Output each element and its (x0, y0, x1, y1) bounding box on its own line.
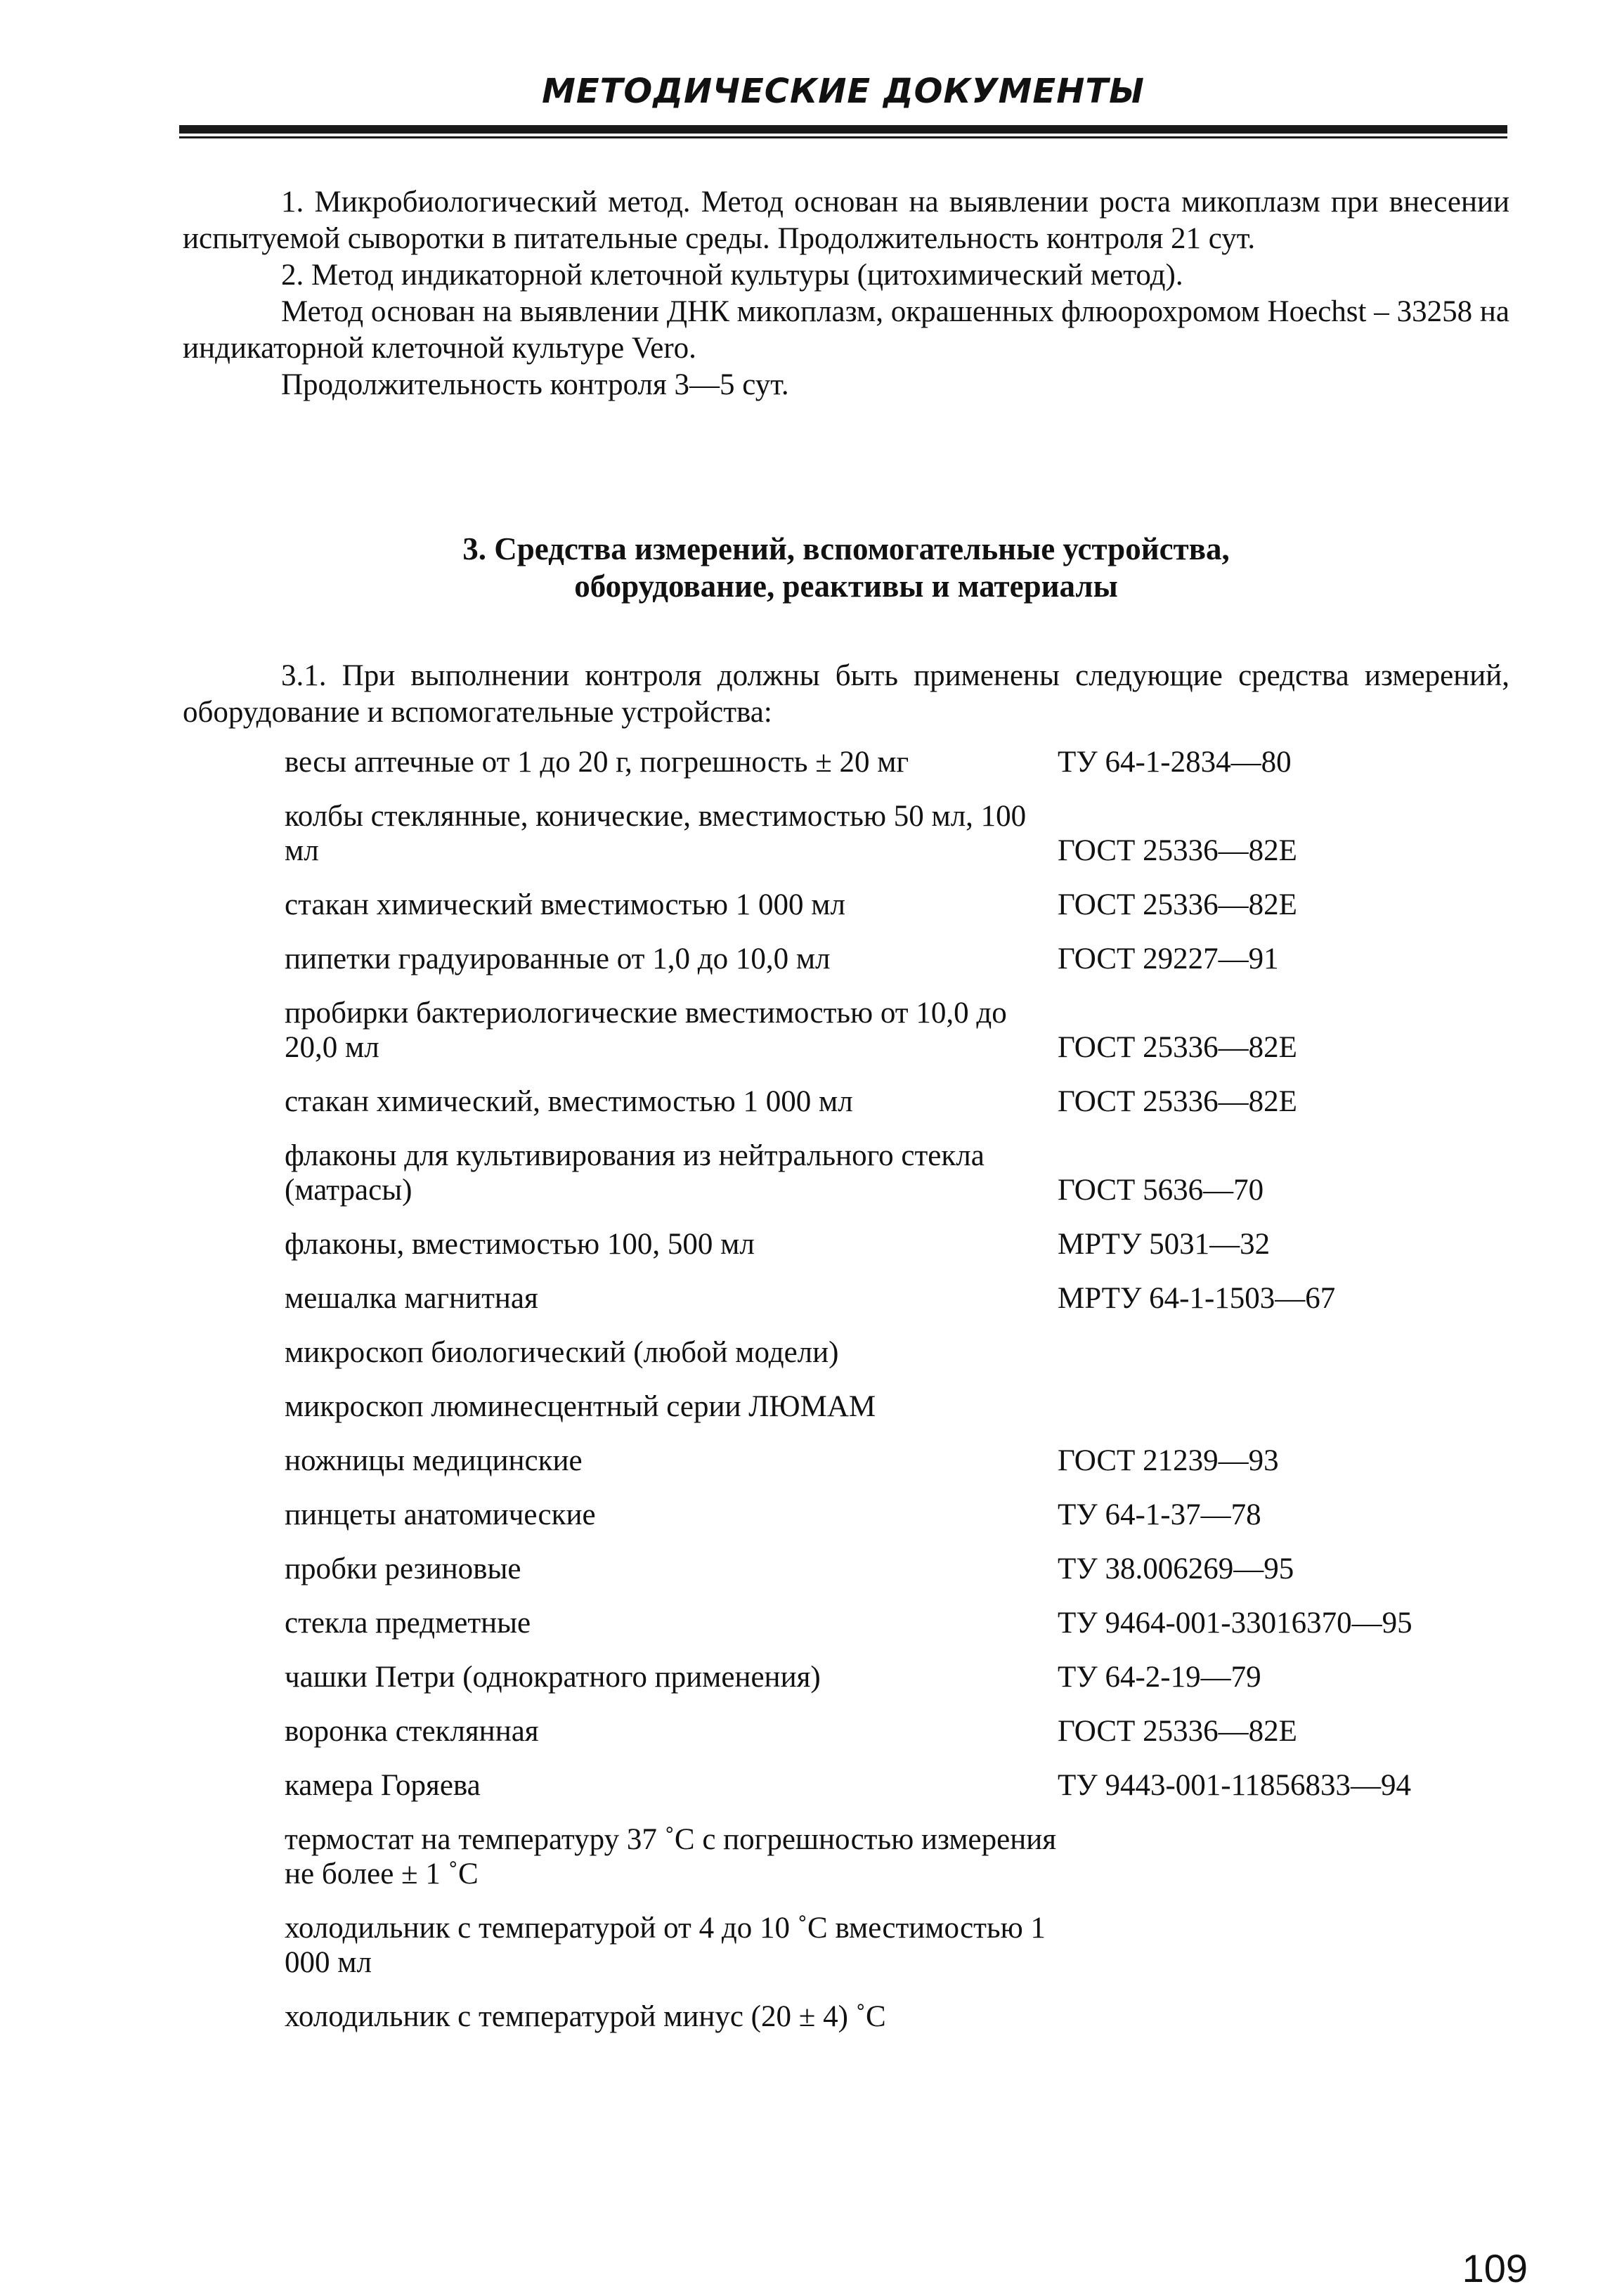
equipment-standard: ТУ 64-2-19—79 (1058, 1661, 1261, 1694)
equipment-row (285, 1660, 1521, 1694)
equipment-name: стакан химический, вместимостью 1 000 мл (285, 1085, 853, 1118)
equipment-row (285, 1335, 1521, 1370)
equipment-row (285, 1999, 1521, 2034)
equipment-standard: ГОСТ 29227—91 (1058, 942, 1279, 975)
page-header (179, 63, 1507, 148)
equipment-name: холодильник с температурой от 4 до 10 ˚С вместимостью 1 000 мл (285, 1912, 1046, 1979)
equipment-standard: ТУ 9464-001-33016370—95 (1058, 1607, 1412, 1640)
equipment-row (285, 1911, 1521, 1980)
equipment-standard: ГОСТ 25336—82Е (1058, 834, 1297, 867)
equipment-standard: МРТУ 5031—32 (1058, 1228, 1271, 1261)
equipment-name: микроскоп биологический (любой модели) (285, 1336, 839, 1369)
section-heading-line-2: оборудование, реактивы и материалы (574, 569, 1118, 604)
equipment-row (285, 799, 1521, 868)
section-heading-line-1: 3. Средства измерений, вспомогательные устройства, (462, 531, 1230, 566)
equipment-row (285, 1139, 1521, 1207)
equipment-name: воронка стеклянная (285, 1715, 539, 1748)
section-heading (183, 531, 1509, 605)
equipment-row (285, 745, 1521, 779)
equipment-row (285, 1227, 1521, 1261)
equipment-name: флаконы для культивирования из нейтрального стекла (матрасы) (285, 1139, 985, 1207)
equipment-standard: ГОСТ 25336—82Е (1058, 1715, 1297, 1748)
section-intro-block (183, 658, 1509, 731)
equipment-row (285, 1552, 1521, 1586)
equipment-name: стакан химический вместимостью 1 000 мл (285, 888, 845, 921)
equipment-row (285, 1822, 1521, 1891)
equipment-row (285, 1444, 1521, 1478)
header-title: МЕТОДИЧЕСКИЕ ДОКУМЕНТЫ (542, 72, 1145, 111)
equipment-row (285, 942, 1521, 976)
equipment-name: пинцеты анатомические (285, 1498, 596, 1531)
page-number: 109 (1462, 2246, 1528, 2290)
equipment-standard: ТУ 64-1-2834—80 (1058, 746, 1292, 779)
equipment-row (285, 1498, 1521, 1532)
equipment-name: флаконы, вместимостью 100, 500 мл (285, 1228, 755, 1261)
equipment-name: пробки резиновые (285, 1552, 521, 1585)
equipment-standard: ТУ 38.006269—95 (1058, 1552, 1294, 1585)
equipment-standard: ГОСТ 25336—82Е (1058, 1085, 1297, 1118)
equipment-standard: ТУ 9443-001-11856833—94 (1058, 1769, 1412, 1802)
methods-section (183, 184, 1509, 403)
equipment-name: микроскоп люминесцентный серии ЛЮМАМ (285, 1390, 876, 1423)
equipment-row (285, 1768, 1521, 1803)
equipment-row (285, 1281, 1521, 1316)
equipment-name: камера Горяева (285, 1769, 481, 1802)
equipment-name: чашки Петри (однократного применения) (285, 1661, 821, 1694)
equipment-name: пипетки градуированные от 1,0 до 10,0 мл (285, 942, 831, 975)
equipment-name: весы аптечные от 1 до 20 г, погрешность ± 20 мг (285, 746, 909, 779)
equipment-row (285, 1714, 1521, 1749)
equipment-row (285, 888, 1521, 922)
equipment-name: мешалка магнитная (285, 1282, 538, 1315)
equipment-list (285, 745, 1521, 2054)
equipment-name: колбы стеклянные, конические, вместимостью 50 мл, 100 мл (285, 800, 1027, 867)
equipment-standard: ГОСТ 25336—82Е (1058, 888, 1297, 921)
equipment-row (285, 1084, 1521, 1119)
method-paragraph-4: Продолжительность контроля 3—5 сут. (281, 368, 789, 401)
equipment-row (285, 1389, 1521, 1424)
header-rule-thin (179, 136, 1507, 138)
equipment-name: термостат на температуру 37 ˚С с погрешностью измерения не более ± 1 ˚С (285, 1823, 1057, 1890)
method-paragraph-1: 1. Микробиологический метод. Метод основан на выявлении роста микоплазм при внесении испытуемой сыворотки в питательные среды. Продолжительность контроля 21 сут. (183, 186, 1509, 255)
equipment-row (285, 996, 1521, 1065)
equipment-standard: ГОСТ 21239—93 (1058, 1444, 1279, 1477)
method-paragraph-3: Метод основан на выявлении ДНК микоплазм, окрашенных флюорохромом Hoechst – 33258 на индикаторной клеточной культуре Vero. (183, 295, 1509, 365)
equipment-standard: МРТУ 64-1-1503—67 (1058, 1282, 1336, 1315)
header-rule (179, 125, 1507, 134)
equipment-standard: ГОСТ 25336—82Е (1058, 1031, 1297, 1064)
equipment-row (285, 1606, 1521, 1640)
section-intro: 3.1. При выполнении контроля должны быть применены следующие средства измерений, оборудование и вспомогательные устройства: (183, 659, 1509, 729)
equipment-standard: ГОСТ 5636—70 (1058, 1174, 1264, 1207)
equipment-name: стекла предметные (285, 1607, 531, 1640)
equipment-name: ножницы медицинские (285, 1444, 583, 1477)
equipment-standard: ТУ 64-1-37—78 (1058, 1498, 1261, 1531)
method-paragraph-2: 2. Метод индикаторной клеточной культуры (цитохимический метод). (281, 259, 1183, 292)
equipment-name: пробирки бактериологические вместимостью от 10,0 до 20,0 мл (285, 997, 1007, 1064)
equipment-name: холодильник с температурой минус (20 ± 4) ˚С (285, 2000, 886, 2033)
